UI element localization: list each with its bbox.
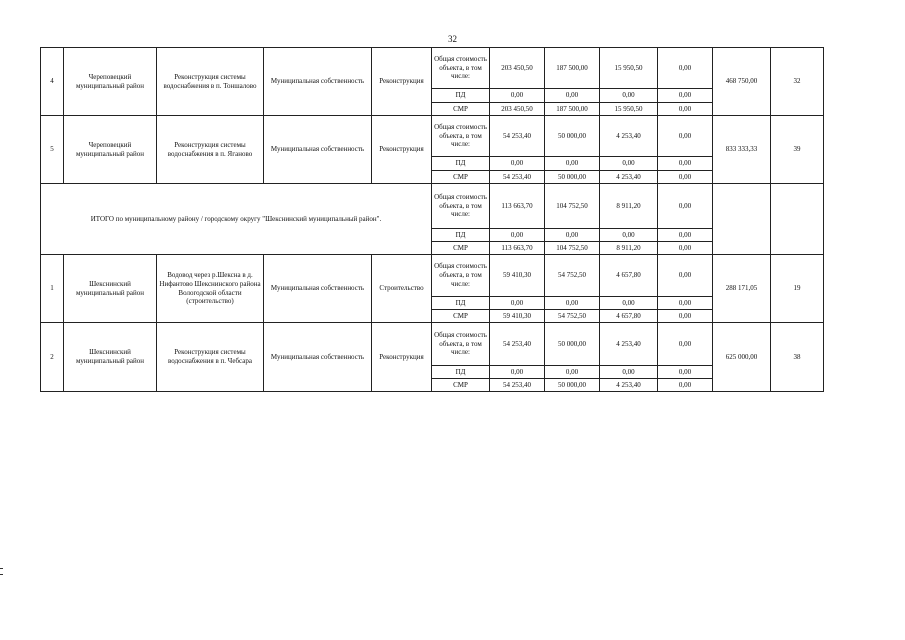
cell-total-2: 54 752,50 — [545, 255, 600, 297]
project-score: 38 — [771, 323, 824, 392]
cell-pd-1: 0,00 — [490, 366, 545, 379]
cell-pd-2: 0,00 — [545, 157, 600, 171]
cell-total-3: 4 253,40 — [600, 116, 658, 157]
row-label-pd: ПД — [432, 229, 490, 242]
itogo-value-empty — [713, 184, 771, 255]
cell-total-1: 54 253,40 — [490, 116, 545, 157]
cell-total-2: 187 500,00 — [545, 48, 600, 89]
cell-total-2: 50 000,00 — [545, 116, 600, 157]
project-name: Реконструкция системы водоснабжения в п. Тоншалово — [157, 48, 264, 116]
itogo-smr-2: 104 752,50 — [545, 242, 600, 255]
project-value: 625 000,00 — [713, 323, 771, 392]
row-label-smr: СМР — [432, 379, 490, 392]
project-district: Шекснинский муниципальный район — [64, 323, 157, 392]
row-label-pd: ПД — [432, 157, 490, 171]
project-type: Строительство — [372, 255, 432, 323]
project-name: Реконструкция системы водоснабжения в п. Яганово — [157, 116, 264, 184]
project-district: Череповецкий муниципальный район — [64, 48, 157, 116]
table-row — [41, 48, 824, 89]
cell-pd-2: 0,00 — [545, 89, 600, 103]
itogo-smr-1: 113 663,70 — [490, 242, 545, 255]
cell-pd-2: 0,00 — [545, 366, 600, 379]
cell-total-4: 0,00 — [658, 48, 713, 89]
project-score: 32 — [771, 48, 824, 116]
cell-smr-4: 0,00 — [658, 171, 713, 184]
cell-smr-2: 50 000,00 — [545, 379, 600, 392]
cell-total-4: 0,00 — [658, 323, 713, 366]
project-num: 1 — [41, 255, 64, 323]
cell-smr-1: 54 253,40 — [490, 379, 545, 392]
itogo-total-1: 113 663,70 — [490, 184, 545, 229]
cell-pd-3: 0,00 — [600, 157, 658, 171]
cell-smr-4: 0,00 — [658, 310, 713, 323]
cell-pd-4: 0,00 — [658, 157, 713, 171]
cell-pd-1: 0,00 — [490, 89, 545, 103]
project-num: 5 — [41, 116, 64, 184]
cell-smr-3: 4 253,40 — [600, 171, 658, 184]
table-row — [41, 323, 824, 366]
cell-smr-4: 0,00 — [658, 103, 713, 116]
cell-pd-1: 0,00 — [490, 157, 545, 171]
cell-pd-4: 0,00 — [658, 89, 713, 103]
row-label-smr: СМР — [432, 171, 490, 184]
project-value: 468 750,00 — [713, 48, 771, 116]
itogo-smr-4: 0,00 — [658, 242, 713, 255]
itogo-pd-4: 0,00 — [658, 229, 713, 242]
project-ownership: Муниципальная собственность — [264, 255, 372, 323]
cell-total-4: 0,00 — [658, 255, 713, 297]
cell-total-1: 59 410,30 — [490, 255, 545, 297]
cell-smr-3: 4 657,80 — [600, 310, 658, 323]
itogo-total-3: 8 911,20 — [600, 184, 658, 229]
row-label-smr: СМР — [432, 310, 490, 323]
project-name: Водовод через р.Шексна в д. Нифантово Шекснинского района Вологодской области (строительство) — [157, 255, 264, 323]
project-score: 39 — [771, 116, 824, 184]
project-ownership: Муниципальная собственность — [264, 48, 372, 116]
row-label-smr: СМР — [432, 103, 490, 116]
cell-smr-2: 54 752,50 — [545, 310, 600, 323]
itogo-pd-3: 0,00 — [600, 229, 658, 242]
project-ownership: Муниципальная собственность — [264, 323, 372, 392]
table-row — [41, 116, 824, 157]
itogo-pd-2: 0,00 — [545, 229, 600, 242]
itogo-pd-1: 0,00 — [490, 229, 545, 242]
cell-smr-4: 0,00 — [658, 379, 713, 392]
itogo-total-4: 0,00 — [658, 184, 713, 229]
row-label-pd: ПД — [432, 89, 490, 103]
row-label-total: Общая стоимость объекта, в том числе: — [432, 116, 490, 157]
cell-smr-1: 203 450,50 — [490, 103, 545, 116]
project-value: 833 333,33 — [713, 116, 771, 184]
project-district: Шекснинский муниципальный район — [64, 255, 157, 323]
itogo-smr-3: 8 911,20 — [600, 242, 658, 255]
project-district: Череповецкий муниципальный район — [64, 116, 157, 184]
itogo-score-empty — [771, 184, 824, 255]
row-label-smr: СМР — [432, 242, 490, 255]
cell-smr-1: 54 253,40 — [490, 171, 545, 184]
cell-smr-3: 15 950,50 — [600, 103, 658, 116]
row-label-pd: ПД — [432, 297, 490, 310]
cell-pd-4: 0,00 — [658, 297, 713, 310]
project-ownership: Муниципальная собственность — [264, 116, 372, 184]
cell-pd-3: 0,00 — [600, 297, 658, 310]
project-num: 2 — [41, 323, 64, 392]
cell-smr-2: 187 500,00 — [545, 103, 600, 116]
table-row — [41, 255, 824, 297]
project-score: 19 — [771, 255, 824, 323]
row-label-total: Общая стоимость объекта, в том числе: — [432, 48, 490, 89]
cell-pd-4: 0,00 — [658, 366, 713, 379]
funding-table — [40, 47, 824, 392]
cell-total-3: 4 657,80 — [600, 255, 658, 297]
cell-total-2: 50 000,00 — [545, 323, 600, 366]
itogo-label: ИТОГО по муниципальному району / городскому округу "Шекснинский муниципальный район". — [41, 184, 432, 255]
project-name: Реконструкция системы водоснабжения в п. Чебсара — [157, 323, 264, 392]
page-number: 32 — [448, 34, 457, 44]
cell-pd-3: 0,00 — [600, 89, 658, 103]
project-num: 4 — [41, 48, 64, 116]
cell-total-3: 4 253,40 — [600, 323, 658, 366]
project-type: Реконструкция — [372, 48, 432, 116]
cell-smr-3: 4 253,40 — [600, 379, 658, 392]
itogo-total-2: 104 752,50 — [545, 184, 600, 229]
margin-tick-mark — [0, 568, 3, 575]
row-label-total: Общая стоимость объекта, в том числе: — [432, 184, 490, 229]
cell-total-1: 54 253,40 — [490, 323, 545, 366]
cell-pd-1: 0,00 — [490, 297, 545, 310]
cell-smr-1: 59 410,30 — [490, 310, 545, 323]
cell-total-4: 0,00 — [658, 116, 713, 157]
project-value: 288 171,05 — [713, 255, 771, 323]
row-label-total: Общая стоимость объекта, в том числе: — [432, 323, 490, 366]
row-label-pd: ПД — [432, 366, 490, 379]
cell-total-1: 203 450,50 — [490, 48, 545, 89]
cell-smr-2: 50 000,00 — [545, 171, 600, 184]
project-type: Реконструкция — [372, 323, 432, 392]
cell-total-3: 15 950,50 — [600, 48, 658, 89]
cell-pd-2: 0,00 — [545, 297, 600, 310]
table-row — [41, 184, 824, 229]
cell-pd-3: 0,00 — [600, 366, 658, 379]
row-label-total: Общая стоимость объекта, в том числе: — [432, 255, 490, 297]
project-type: Реконструкция — [372, 116, 432, 184]
